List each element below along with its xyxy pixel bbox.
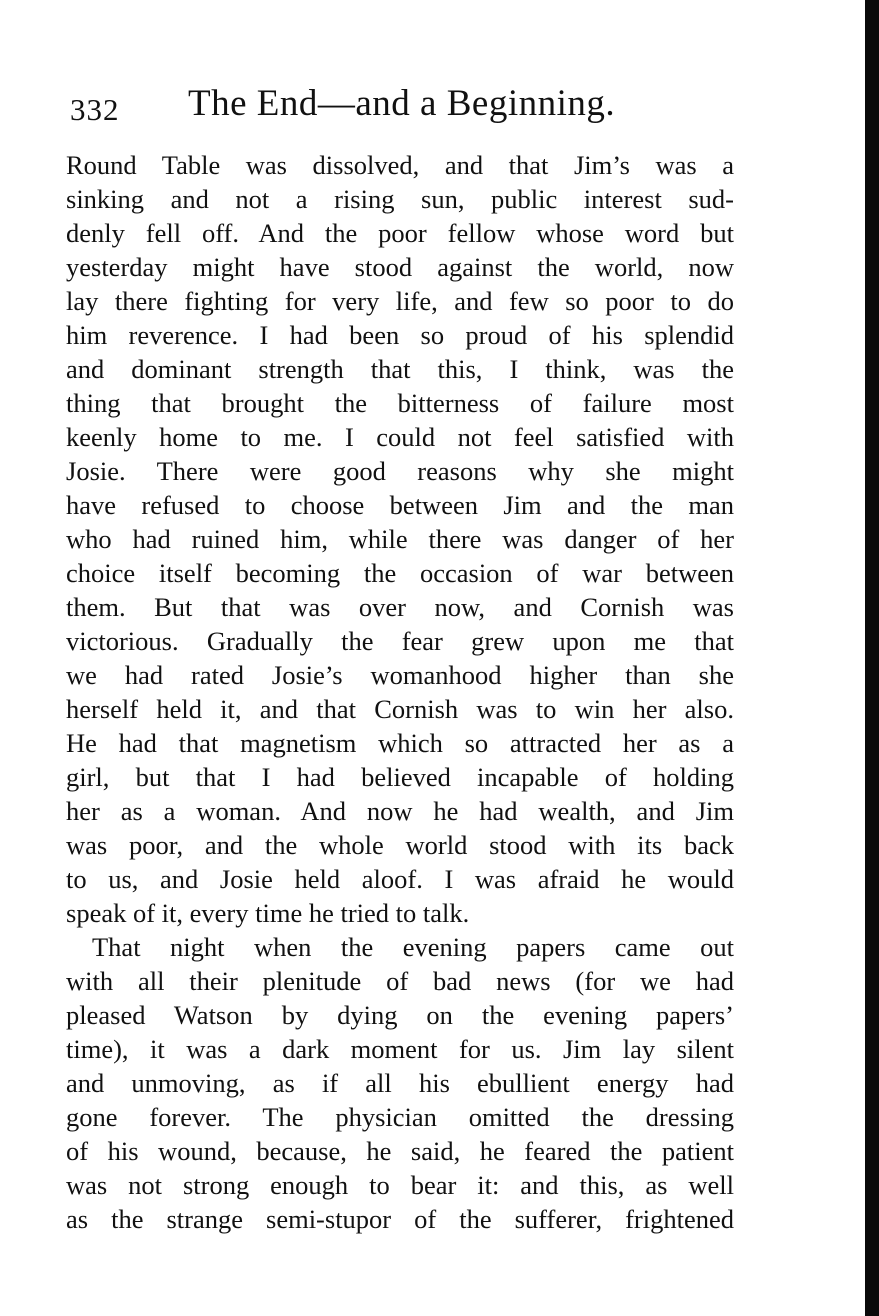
text-line: as the strange semi-stupor of the sufferer, frightened bbox=[66, 1204, 734, 1234]
page-header bbox=[70, 82, 710, 132]
text-line: with all their plenitude of bad news (for we had bbox=[66, 966, 734, 996]
text-line: and dominant strength that this, I think, was the bbox=[66, 354, 734, 384]
text-line: was not strong enough to bear it: and this, as well bbox=[66, 1170, 734, 1200]
text-line: we had rated Josie’s womanhood higher than she bbox=[66, 660, 734, 690]
text-line: and unmoving, as if all his ebullient energy had bbox=[66, 1068, 734, 1098]
text-line: girl, but that I had believed incapable of holding bbox=[66, 762, 734, 792]
text-line: denly fell off. And the poor fellow whose word but bbox=[66, 218, 734, 248]
paragraph-end-line: speak of it, every time he tried to talk. bbox=[66, 898, 470, 928]
text-line: who had ruined him, while there was danger of her bbox=[66, 524, 734, 554]
text-line: victorious. Gradually the fear grew upon me that bbox=[66, 626, 734, 656]
text-line: choice itself becoming the occasion of war between bbox=[66, 558, 734, 588]
text-line: herself held it, and that Cornish was to win her also. bbox=[66, 694, 734, 724]
text-line: of his wound, because, he said, he feared the patient bbox=[66, 1136, 734, 1166]
text-line: sinking and not a rising sun, public interest sud- bbox=[66, 184, 734, 214]
text-line: have refused to choose between Jim and the man bbox=[66, 490, 734, 520]
text-line: Josie. There were good reasons why she might bbox=[66, 456, 734, 486]
text-line: was poor, and the whole world stood with its back bbox=[66, 830, 734, 860]
text-line: yesterday might have stood against the world, now bbox=[66, 252, 734, 282]
running-title: The End—and a Beginning. bbox=[188, 83, 616, 124]
page-number: 332 bbox=[70, 92, 120, 127]
text-line: thing that brought the bitterness of failure most bbox=[66, 388, 734, 418]
text-line: keenly home to me. I could not feel satisfied with bbox=[66, 422, 734, 452]
scan-edge-border bbox=[865, 0, 879, 1316]
text-line: Round Table was dissolved, and that Jim’s was a bbox=[66, 150, 734, 180]
text-line: gone forever. The physician omitted the dressing bbox=[66, 1102, 734, 1132]
text-line: to us, and Josie held aloof. I was afraid he would bbox=[66, 864, 734, 894]
text-line: him reverence. I had been so proud of his splendid bbox=[66, 320, 734, 350]
text-line: time), it was a dark moment for us. Jim lay silent bbox=[66, 1034, 734, 1064]
paragraph-start-line: That night when the evening papers came out bbox=[92, 932, 734, 962]
text-line: lay there fighting for very life, and few so poor to do bbox=[66, 286, 734, 316]
body-text bbox=[66, 148, 734, 1236]
text-line: her as a woman. And now he had wealth, and Jim bbox=[66, 796, 734, 826]
text-line: pleased Watson by dying on the evening papers’ bbox=[66, 1000, 734, 1030]
text-line: them. But that was over now, and Cornish was bbox=[66, 592, 734, 622]
text-line: He had that magnetism which so attracted her as a bbox=[66, 728, 734, 758]
